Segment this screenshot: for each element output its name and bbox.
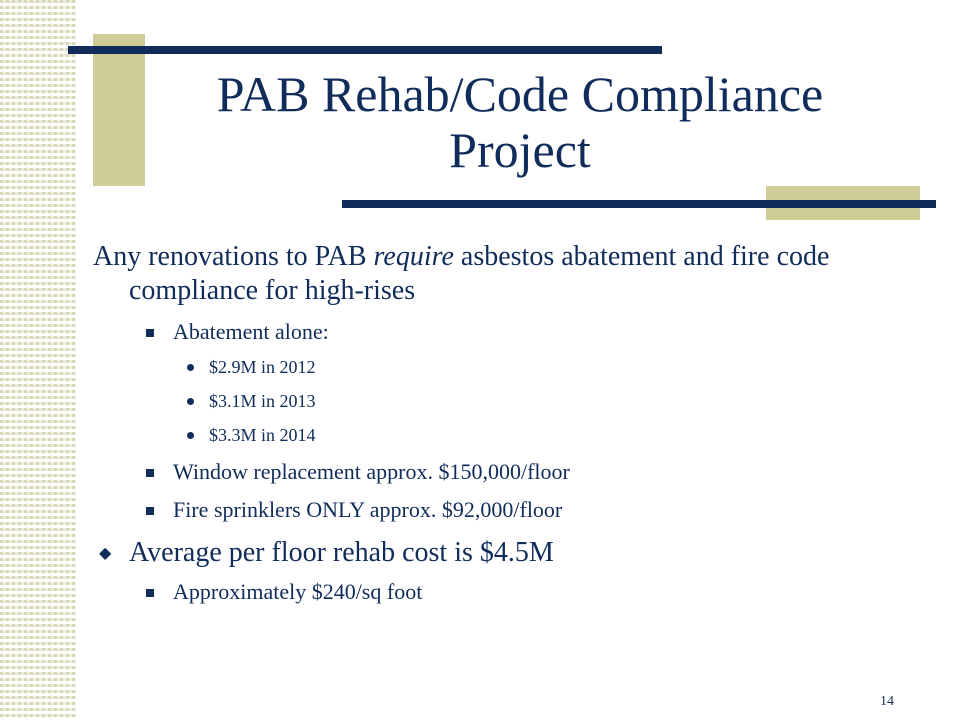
sub-bullet-2012-label: $2.9M in 2012 <box>209 357 316 377</box>
round-bullet-icon <box>187 364 194 371</box>
bullet-window-replacement <box>93 458 913 486</box>
page-number: 14 <box>880 694 894 709</box>
sub-bullet-2013-label: $3.1M in 2013 <box>209 391 316 411</box>
sub-bullet-2014-label: $3.3M in 2014 <box>209 425 316 445</box>
bullet-per-square-foot-label: Approximately $240/sq foot <box>173 579 423 604</box>
intro-paragraph <box>93 240 913 308</box>
square-bullet-icon <box>146 329 154 337</box>
bullet-average-cost-label: Average per floor rehab cost is $4.5M <box>129 537 554 568</box>
decorative-stripes-overlay <box>0 0 76 720</box>
square-bullet-icon <box>146 469 154 477</box>
bullet-fire-sprinklers <box>93 496 913 524</box>
bullet-average-cost <box>93 536 913 570</box>
title-rule-top <box>68 46 662 54</box>
bullet-window-replacement-label: Window replacement approx. $150,000/floor <box>173 459 570 484</box>
sub-bullet-2013 <box>93 390 913 412</box>
bullet-per-square-foot <box>93 578 913 606</box>
slide-body <box>93 240 913 616</box>
round-bullet-icon <box>187 432 194 439</box>
bullet-abatement <box>93 318 913 346</box>
bullet-fire-sprinklers-label: Fire sprinklers ONLY approx. $92,000/floor <box>173 497 563 522</box>
bullet-abatement-label: Abatement alone: <box>173 319 329 344</box>
square-bullet-icon <box>146 589 154 597</box>
round-bullet-icon <box>187 398 194 405</box>
title-rule-bottom <box>342 200 936 208</box>
sub-bullet-2012 <box>93 356 913 378</box>
decorative-block-left <box>93 34 145 186</box>
intro-emphasis: require <box>373 241 454 272</box>
diamond-bullet-icon: ◆ <box>99 545 112 562</box>
square-bullet-icon <box>146 507 154 515</box>
sub-bullet-2014 <box>93 424 913 446</box>
slide-title: PAB Rehab/Code Compliance Project <box>216 66 824 178</box>
intro-text-after: asbestos abatement and fire code compliance for high-rises <box>129 241 830 306</box>
intro-text-before: Any renovations to PAB <box>93 241 374 272</box>
